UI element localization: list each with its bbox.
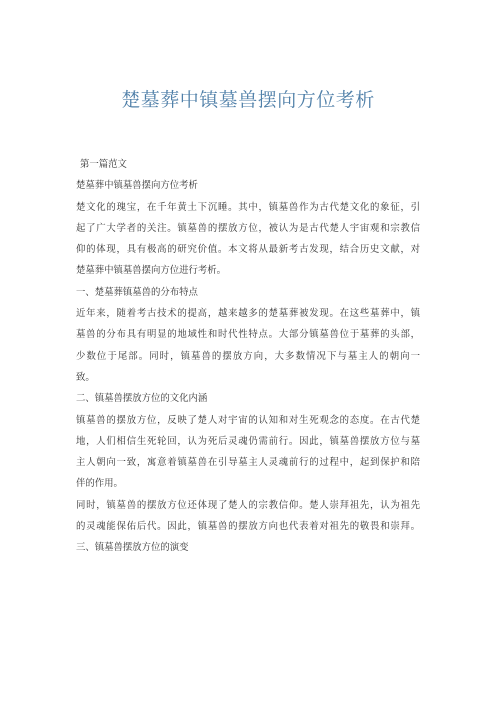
paragraph-line: 的灵魂能保佑后代。因此，镇墓兽的摆放方向也代表着对祖先的敬畏和崇拜。 — [76, 521, 420, 533]
paragraph-line: 近年来，随着考古技术的提高，越来越多的楚墓葬被发现。在这些墓葬中，镇 — [76, 308, 420, 320]
paragraph-line: 墓兽的分布具有明显的地域性和时代性特点。大部分镇墓兽位于墓葬的头部， — [76, 329, 420, 341]
paragraph-line: 楚文化的瑰宝，在千年黄土下沉睡。其中，镇墓兽作为古代楚文化的象征，引 — [76, 201, 420, 213]
paragraph-line: 地，人们相信生死轮回，认为死后灵魂仍需前行。因此，镇墓兽摆放方位与墓 — [76, 435, 420, 447]
subheading: 一、楚墓葬镇墓兽的分布特点 — [76, 286, 198, 298]
paragraph-line: 同时，镇墓兽的摆放方位还体现了楚人的宗教信仰。楚人崇拜祖先，认为祖先 — [76, 499, 420, 511]
paragraph-line: 少数位于尾部。同时，镇墓兽的摆放方向，大多数情况下与墓主人的朝向一 — [76, 350, 420, 362]
paragraph-line: 致。 — [76, 371, 95, 383]
paragraph-line: 主人朝向一致，寓意着镇墓兽在引导墓主人灵魂前行的过程中，起到保护和陪 — [76, 457, 420, 469]
subheading: 二、镇墓兽摆放方位的文化内涵 — [76, 393, 208, 405]
article-title: 楚墓葬中镇墓兽摆向方位考析 — [76, 180, 198, 192]
paragraph-line: 镇墓兽的摆放方位，反映了楚人对宇宙的认知和对生死观念的态度。在古代楚 — [76, 414, 420, 426]
section-heading: 第一篇范文 — [80, 159, 127, 170]
document-title: 楚墓葬中镇墓兽摆向方位考析 — [121, 89, 375, 111]
paragraph-line: 楚墓葬中镇墓兽摆向方位进行考析。 — [76, 265, 227, 277]
paragraph-line: 伴的作用。 — [76, 478, 123, 490]
paragraph-line: 起了广大学者的关注。镇墓兽的摆放方位，被认为是古代楚人宇宙观和宗教信 — [76, 222, 420, 234]
paragraph-line: 仰的体现，具有极高的研究价值。本文将从最新考古发现，结合历史文献，对 — [76, 244, 420, 256]
subheading: 三、镇墓兽摆放方位的演变 — [76, 542, 189, 554]
document-body — [76, 154, 420, 559]
